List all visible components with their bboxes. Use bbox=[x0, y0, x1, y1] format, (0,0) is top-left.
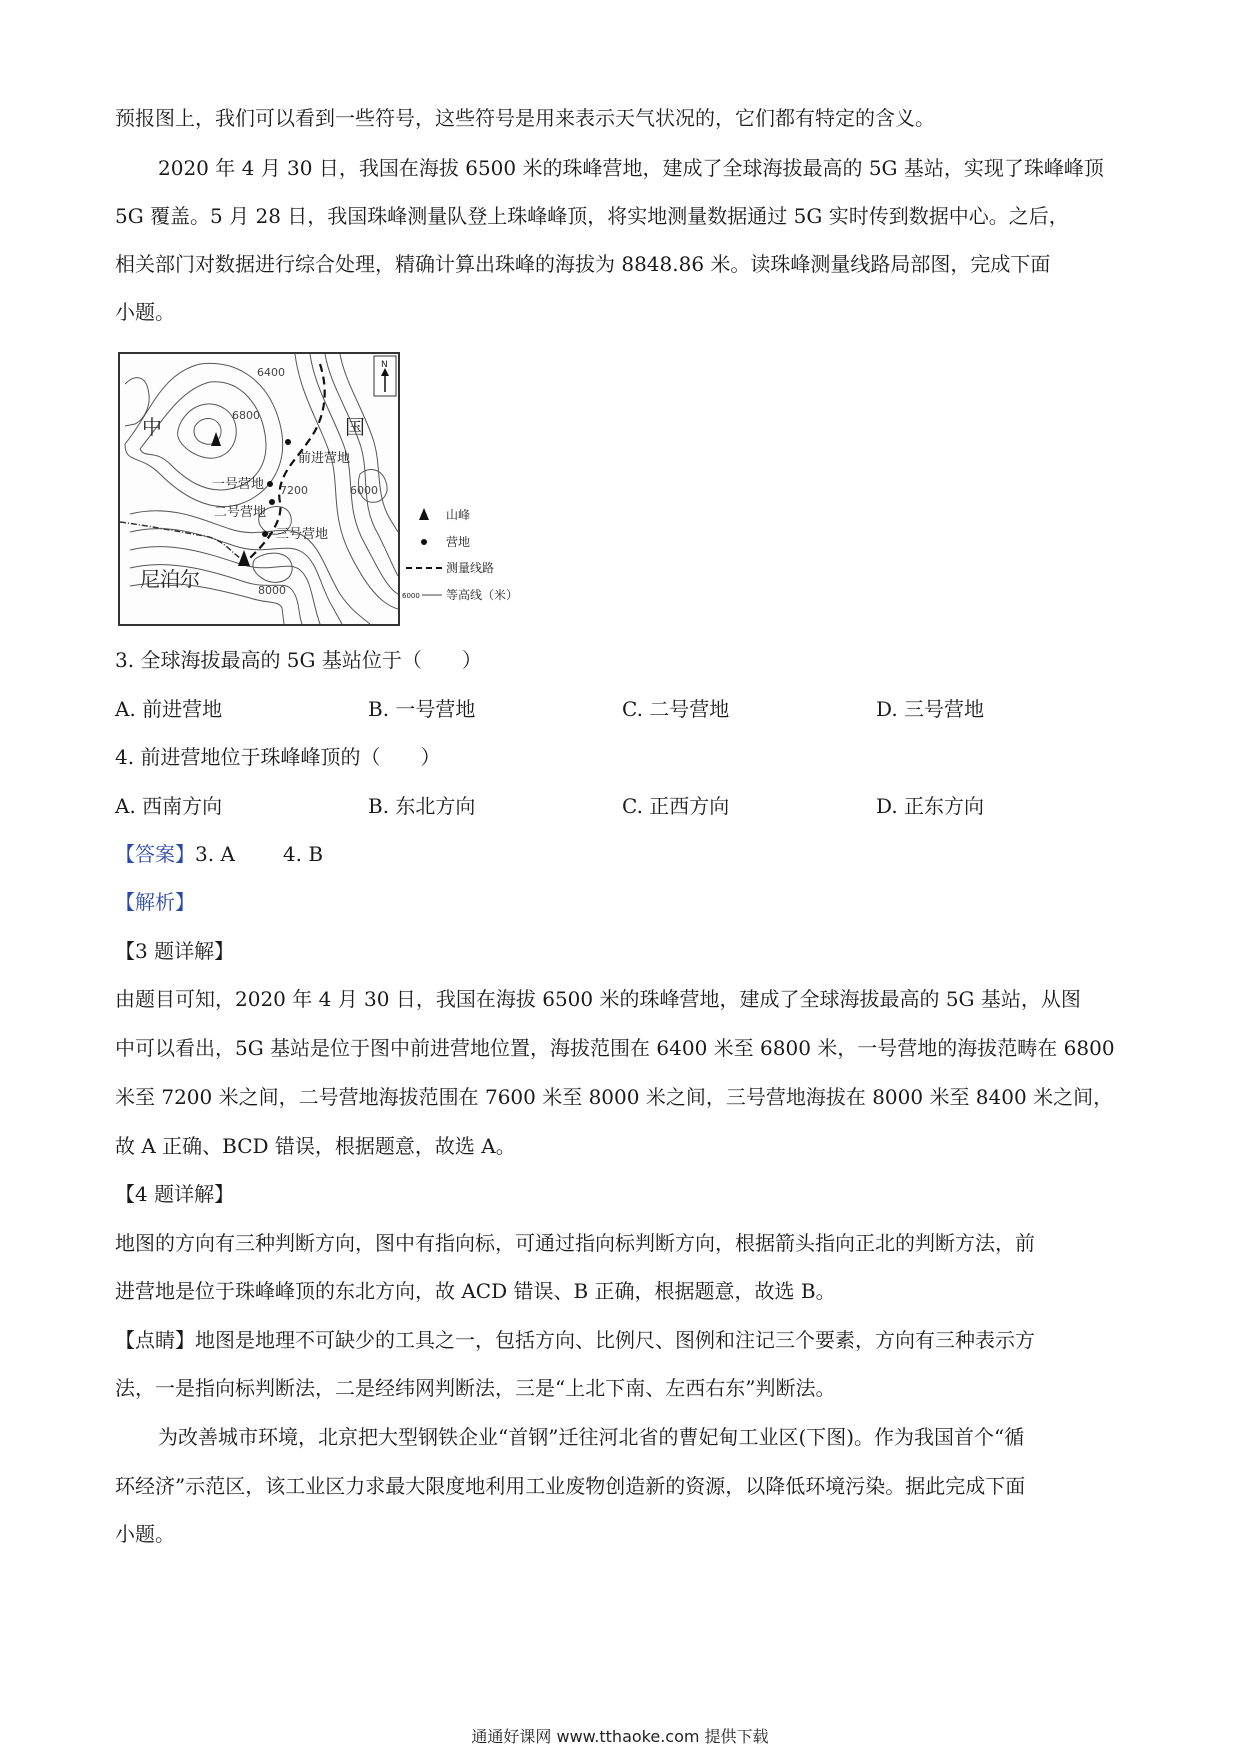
camp-forward-label: 前进营地 bbox=[298, 451, 351, 466]
camp-3-marker bbox=[262, 531, 268, 537]
camp-1-marker bbox=[267, 481, 273, 487]
legend-peak-icon bbox=[419, 508, 429, 520]
intro-line: 环经济”示范区，该工业区力求最大限度地利用工业废物创造新的资源，以降低环境污染。据此完成下面 bbox=[115, 1474, 1026, 1498]
legend-camp-label: 营地 bbox=[446, 535, 471, 549]
analysis-line: 由题目可知，2020 年 4 月 30 日，我国在海拔 6500 米的珠峰营地，建成了全球海拔最高的 5G 基站，从图 bbox=[115, 987, 1081, 1011]
q4-option-c: C. 正西方向 bbox=[622, 794, 730, 818]
q3-option-b: B. 一号营地 bbox=[368, 697, 476, 721]
camp-2-label: 二号营地 bbox=[214, 505, 267, 520]
camp-forward-marker bbox=[285, 439, 291, 445]
answer-3: 3. A bbox=[195, 842, 235, 866]
q3-option-a: A. 前进营地 bbox=[115, 697, 223, 721]
answer-label: 【答案】 bbox=[115, 842, 195, 866]
north-label: N bbox=[381, 360, 388, 370]
tip-text: 地图是地理不可缺少的工具之一，包括方向、比例尺、图例和注记三个要素，方向有三种表示方 bbox=[195, 1328, 1035, 1352]
paragraph-line: 小题。 bbox=[115, 300, 175, 324]
paragraph-line: 5G 覆盖。5 月 28 日，我国珠峰测量队登上珠峰峰顶，将实地测量数据通过 5G 实时传到数据中心。之后， bbox=[115, 204, 1069, 228]
country-label: 尼泊尔 bbox=[140, 567, 200, 591]
analysis-line: 故 A 正确、BCD 错误，根据题意，故选 A。 bbox=[115, 1134, 516, 1158]
camp-3-label: 三号营地 bbox=[276, 527, 329, 542]
analysis-label: 【解析】 bbox=[115, 890, 195, 914]
country-label: 中 bbox=[142, 415, 162, 439]
question-3-stem: 3. 全球海拔最高的 5G 基站位于（ ） bbox=[115, 648, 482, 672]
tip-line: 法，一是指向标判断法，二是经纬网判断法，三是“上北下南、左西右东”判断法。 bbox=[115, 1376, 836, 1400]
intro-line: 为改善城市环境，北京把大型钢铁企业“首钢”迁往河北省的曹妃甸工业区(下图)。作为我国首个“循 bbox=[158, 1425, 1025, 1449]
paragraph-line: 预报图上，我们可以看到一些符号，这些符号是用来表示天气状况的，它们都有特定的含义。 bbox=[115, 106, 935, 130]
analysis-line: 进营地是位于珠峰峰顶的东北方向，故 ACD 错误、B 正确，根据题意，故选 B。 bbox=[115, 1279, 836, 1303]
everest-route-map bbox=[118, 352, 400, 626]
contour-label: 8000 bbox=[258, 584, 286, 597]
answer-4: 4. B bbox=[282, 842, 324, 866]
legend-peak-label: 山峰 bbox=[446, 508, 471, 522]
q3-detail-heading: 【3 题详解】 bbox=[115, 939, 235, 963]
camp-2-marker bbox=[269, 499, 275, 505]
contour-label: 6400 bbox=[257, 366, 285, 379]
legend-camp-icon bbox=[421, 539, 427, 545]
legend-graphic bbox=[402, 500, 542, 610]
legend-contour-label: 等高线（米） bbox=[446, 588, 519, 602]
contour-label: 6000 bbox=[350, 484, 378, 497]
q4-option-a: A. 西南方向 bbox=[115, 794, 223, 818]
country-label: 国 bbox=[345, 415, 365, 439]
page-footer: 通通好课网 www.tthaoke.com 提供下载 bbox=[471, 1727, 769, 1746]
contour-label: 7200 bbox=[280, 484, 308, 497]
q4-option-b: B. 东北方向 bbox=[368, 794, 476, 818]
analysis-line: 中可以看出，5G 基站是位于图中前进营地位置，海拔范围在 6400 米至 6800 米，一号营地的海拔范畴在 6800 bbox=[115, 1036, 1115, 1060]
map-graphic bbox=[120, 354, 398, 624]
camp-1-label: 一号营地 bbox=[212, 477, 265, 492]
contour-label: 6800 bbox=[232, 409, 260, 422]
answer-line bbox=[115, 842, 323, 866]
analysis-line: 米至 7200 米之间，二号营地海拔范围在 7600 米至 8000 米之间，三号营地海拔在 8000 米至 8400 米之间， bbox=[115, 1085, 1114, 1109]
paragraph-line: 2020 年 4 月 30 日，我国在海拔 6500 米的珠峰营地，建成了全球海拔最高的 5G 基站，实现了珠峰峰顶 bbox=[158, 156, 1104, 180]
tip-label: 【点睛】 bbox=[115, 1328, 195, 1352]
question-4-stem: 4. 前进营地位于珠峰峰顶的（ ） bbox=[115, 745, 441, 769]
peak-icon bbox=[211, 432, 221, 446]
analysis-line: 地图的方向有三种判断方向，图中有指向标，可通过指向标判断方向，根据箭头指向正北的判断方法，前 bbox=[115, 1231, 1035, 1255]
peak-icon bbox=[238, 550, 250, 566]
map-legend bbox=[402, 500, 542, 610]
q4-option-d: D. 正东方向 bbox=[876, 794, 985, 818]
contour-line bbox=[178, 404, 237, 458]
q3-option-d: D. 三号营地 bbox=[876, 697, 985, 721]
tip-line bbox=[115, 1328, 1035, 1352]
intro-line: 小题。 bbox=[115, 1522, 175, 1546]
paragraph-line: 相关部门对数据进行综合处理，精确计算出珠峰的海拔为 8848.86 米。读珠峰测量线路局部图，完成下面 bbox=[115, 252, 1051, 276]
legend-contour-value: 6000 bbox=[402, 592, 420, 600]
q4-detail-heading: 【4 题详解】 bbox=[115, 1182, 235, 1206]
border-line bbox=[120, 522, 242, 559]
legend-route-label: 测量线路 bbox=[446, 561, 495, 575]
q3-option-c: C. 二号营地 bbox=[622, 697, 730, 721]
